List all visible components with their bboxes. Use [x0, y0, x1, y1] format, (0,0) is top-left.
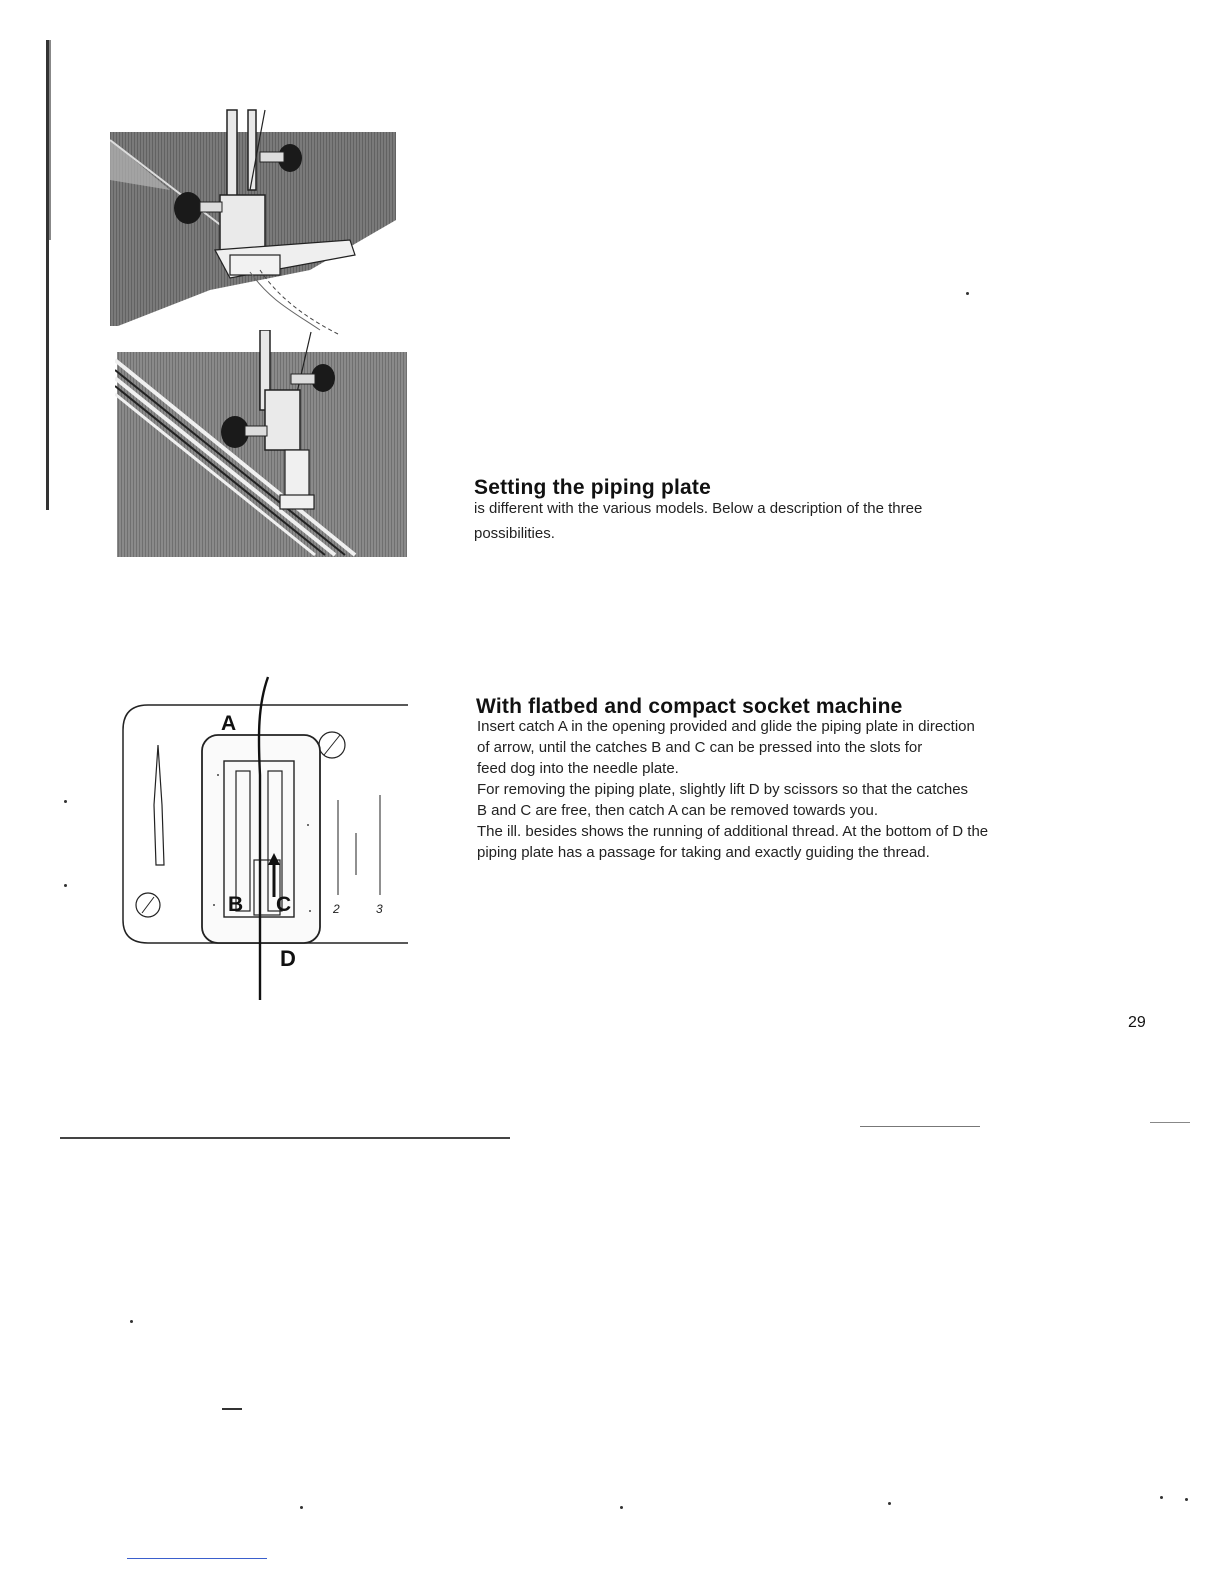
scan-speck [888, 1502, 891, 1505]
scan-speck [620, 1506, 623, 1509]
label-c: C [276, 893, 292, 916]
scan-speck [1185, 1498, 1188, 1501]
scan-speck [300, 1506, 303, 1509]
scan-fold-line [60, 1137, 510, 1139]
sewing-foot-photo-1 [110, 100, 410, 340]
body-line: of arrow, until the catches B and C can be pressed into the slots for [477, 739, 923, 756]
scan-fold-line [860, 1126, 980, 1127]
scan-speck [1160, 1496, 1163, 1499]
label-d: D [280, 946, 296, 971]
scan-speck [966, 292, 969, 295]
section-heading-flatbed: With flatbed and compact socket machine [476, 695, 903, 718]
label-b: B [228, 893, 244, 916]
body-line: B and C are free, then catch A can be removed towards you. [477, 802, 879, 819]
section-body-flatbed [477, 716, 988, 863]
sewing-foot-photo-2 [115, 330, 410, 560]
scale-label-3: 3 [376, 902, 383, 916]
page-number: 29 [1128, 1014, 1146, 1031]
body-line: feed dog into the needle plate. [477, 760, 679, 777]
scan-speck [130, 1320, 133, 1323]
body-line: piping plate has a passage for taking and exactly guiding the thread. [477, 844, 930, 861]
body-line: is different with the various models. Below a description of the three [474, 500, 923, 517]
body-line: For removing the piping plate, slightly lift D by scissors so that the catches [477, 781, 969, 798]
scale-label-2: 2 [333, 902, 340, 916]
scan-edge-shadow [49, 40, 51, 240]
body-line: Insert catch A in the opening provided and glide the piping plate in direction [477, 718, 975, 735]
scan-blue-mark [127, 1558, 267, 1559]
body-line: possibilities. [474, 525, 555, 542]
body-line: The ill. besides shows the running of additional thread. At the bottom of D the [477, 823, 989, 840]
section-body-piping-plate [474, 498, 922, 544]
piping-plate-diagram [118, 675, 413, 1005]
label-a: A [221, 712, 237, 735]
scan-speck [64, 884, 67, 887]
scan-fold-line [1150, 1122, 1190, 1123]
section-heading-piping-plate: Setting the piping plate [474, 476, 711, 499]
scan-speck [64, 800, 67, 803]
scan-dash [222, 1408, 242, 1410]
